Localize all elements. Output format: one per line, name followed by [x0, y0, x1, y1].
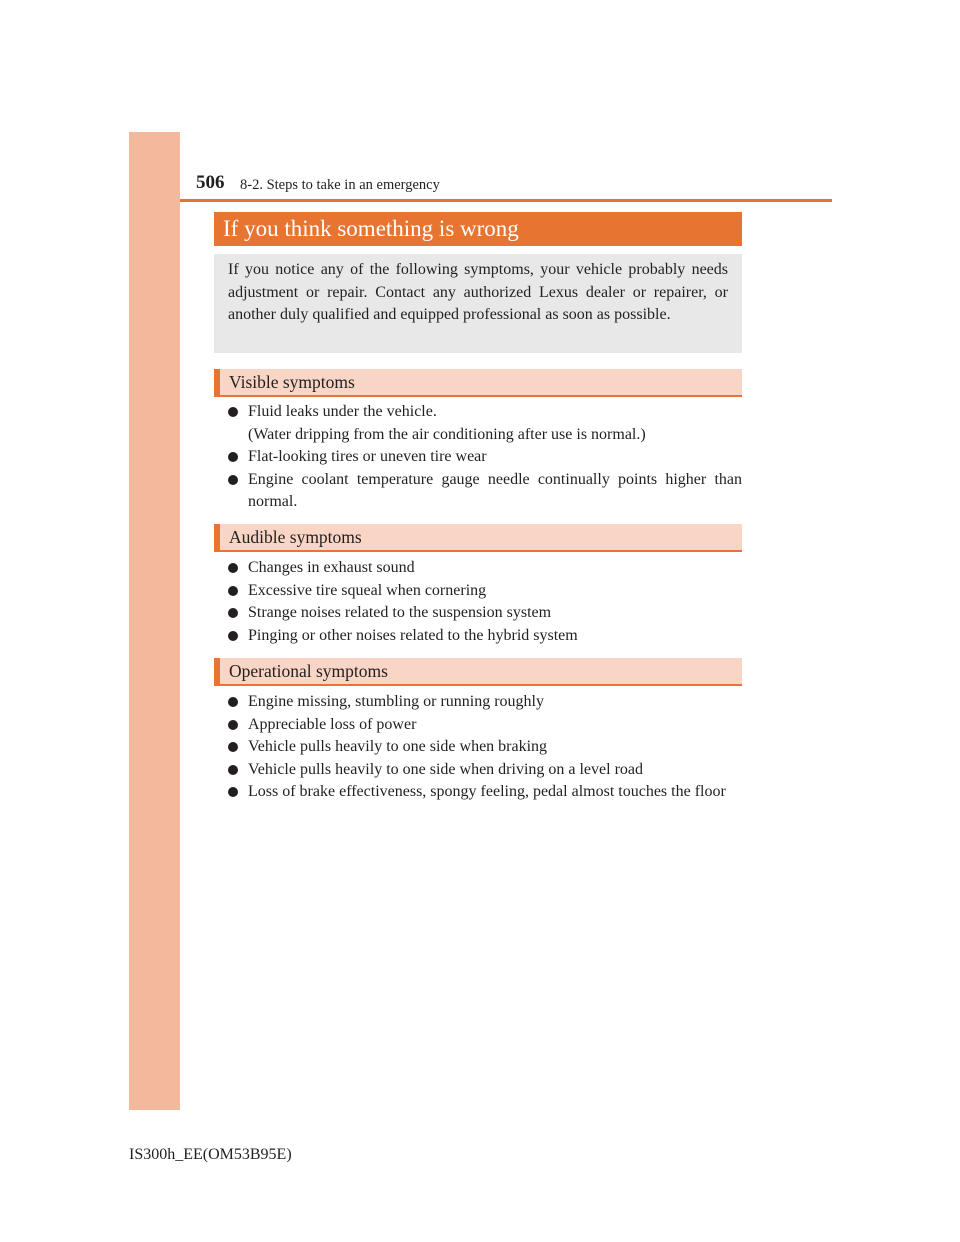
bullet-icon: [228, 787, 238, 797]
bullet-icon: [228, 586, 238, 596]
bullet-icon: [228, 407, 238, 417]
list-item: [228, 625, 742, 648]
running-head: 8-2. Steps to take in an emergency: [240, 177, 440, 193]
page-title: If you think something is wrong: [223, 216, 519, 241]
list-item-text: Loss of brake effectiveness, spongy feeling, pedal almost touches the floor: [248, 783, 726, 800]
list-item: [228, 714, 742, 737]
bullet-icon: [228, 720, 238, 730]
list-item-text: Vehicle pulls heavily to one side when braking: [248, 738, 548, 755]
intro-text: If you notice any of the following symptoms, your vehicle probably needs adjustment or repair. Contact any authorized Lexus dealer or repairer, or another duly qualified and equipped professional as soon as possible.: [228, 261, 728, 323]
bullet-icon: [228, 742, 238, 752]
side-tab-band: [129, 132, 180, 1110]
section-heading-audible: [214, 524, 742, 552]
list-item: [228, 781, 742, 804]
page-title-bar: [214, 212, 742, 246]
bullet-icon: [228, 608, 238, 618]
section-accent: [214, 369, 220, 395]
bullet-icon: [228, 697, 238, 707]
list-item-text: Engine missing, stumbling or running roughly: [248, 693, 544, 710]
list-item-text: Changes in exhaust sound: [248, 559, 415, 576]
list-item: [228, 759, 742, 782]
list-item: [228, 736, 742, 759]
list-item-text: Flat-looking tires or uneven tire wear: [248, 448, 487, 465]
bullet-icon: [228, 631, 238, 641]
visible-symptoms-list: [228, 401, 742, 514]
list-item-text: Pinging or other noises related to the hybrid system: [248, 626, 578, 644]
section-heading-label: Operational symptoms: [229, 661, 388, 681]
bullet-icon: [228, 765, 238, 775]
list-item: [228, 469, 742, 514]
list-item: [228, 446, 742, 469]
list-item: [228, 557, 742, 580]
section-heading-operational: [214, 658, 742, 686]
list-item-text: Engine coolant temperature gauge needle continually points higher than normal.: [248, 470, 742, 510]
list-item: [228, 602, 742, 625]
document-code-footer: IS300h_EE(OM53B95E): [129, 1146, 292, 1163]
list-item: [228, 691, 742, 714]
list-item-text: Appreciable loss of power: [248, 715, 417, 733]
list-item: [228, 401, 742, 446]
section-heading-label: Visible symptoms: [229, 372, 355, 392]
list-item-text: Strange noises related to the suspension system: [248, 604, 552, 621]
section-heading-label: Audible symptoms: [229, 527, 362, 547]
list-item-text: Excessive tire squeal when cornering: [248, 581, 487, 599]
header-rule: [180, 199, 832, 202]
page-number: 506: [196, 172, 225, 193]
bullet-icon: [228, 452, 238, 462]
audible-symptoms-list: [228, 557, 742, 647]
intro-box: [214, 254, 742, 353]
operational-symptoms-list: [228, 691, 742, 804]
bullet-icon: [228, 475, 238, 485]
section-accent: [214, 658, 220, 684]
list-item-text: Fluid leaks under the vehicle.: [248, 403, 437, 420]
list-item-note: (Water dripping from the air conditioning after use is normal.): [248, 425, 646, 443]
list-item-text: Vehicle pulls heavily to one side when driving on a level road: [248, 760, 644, 778]
section-heading-visible: [214, 369, 742, 397]
list-item: [228, 580, 742, 603]
bullet-icon: [228, 563, 238, 573]
section-accent: [214, 524, 220, 550]
